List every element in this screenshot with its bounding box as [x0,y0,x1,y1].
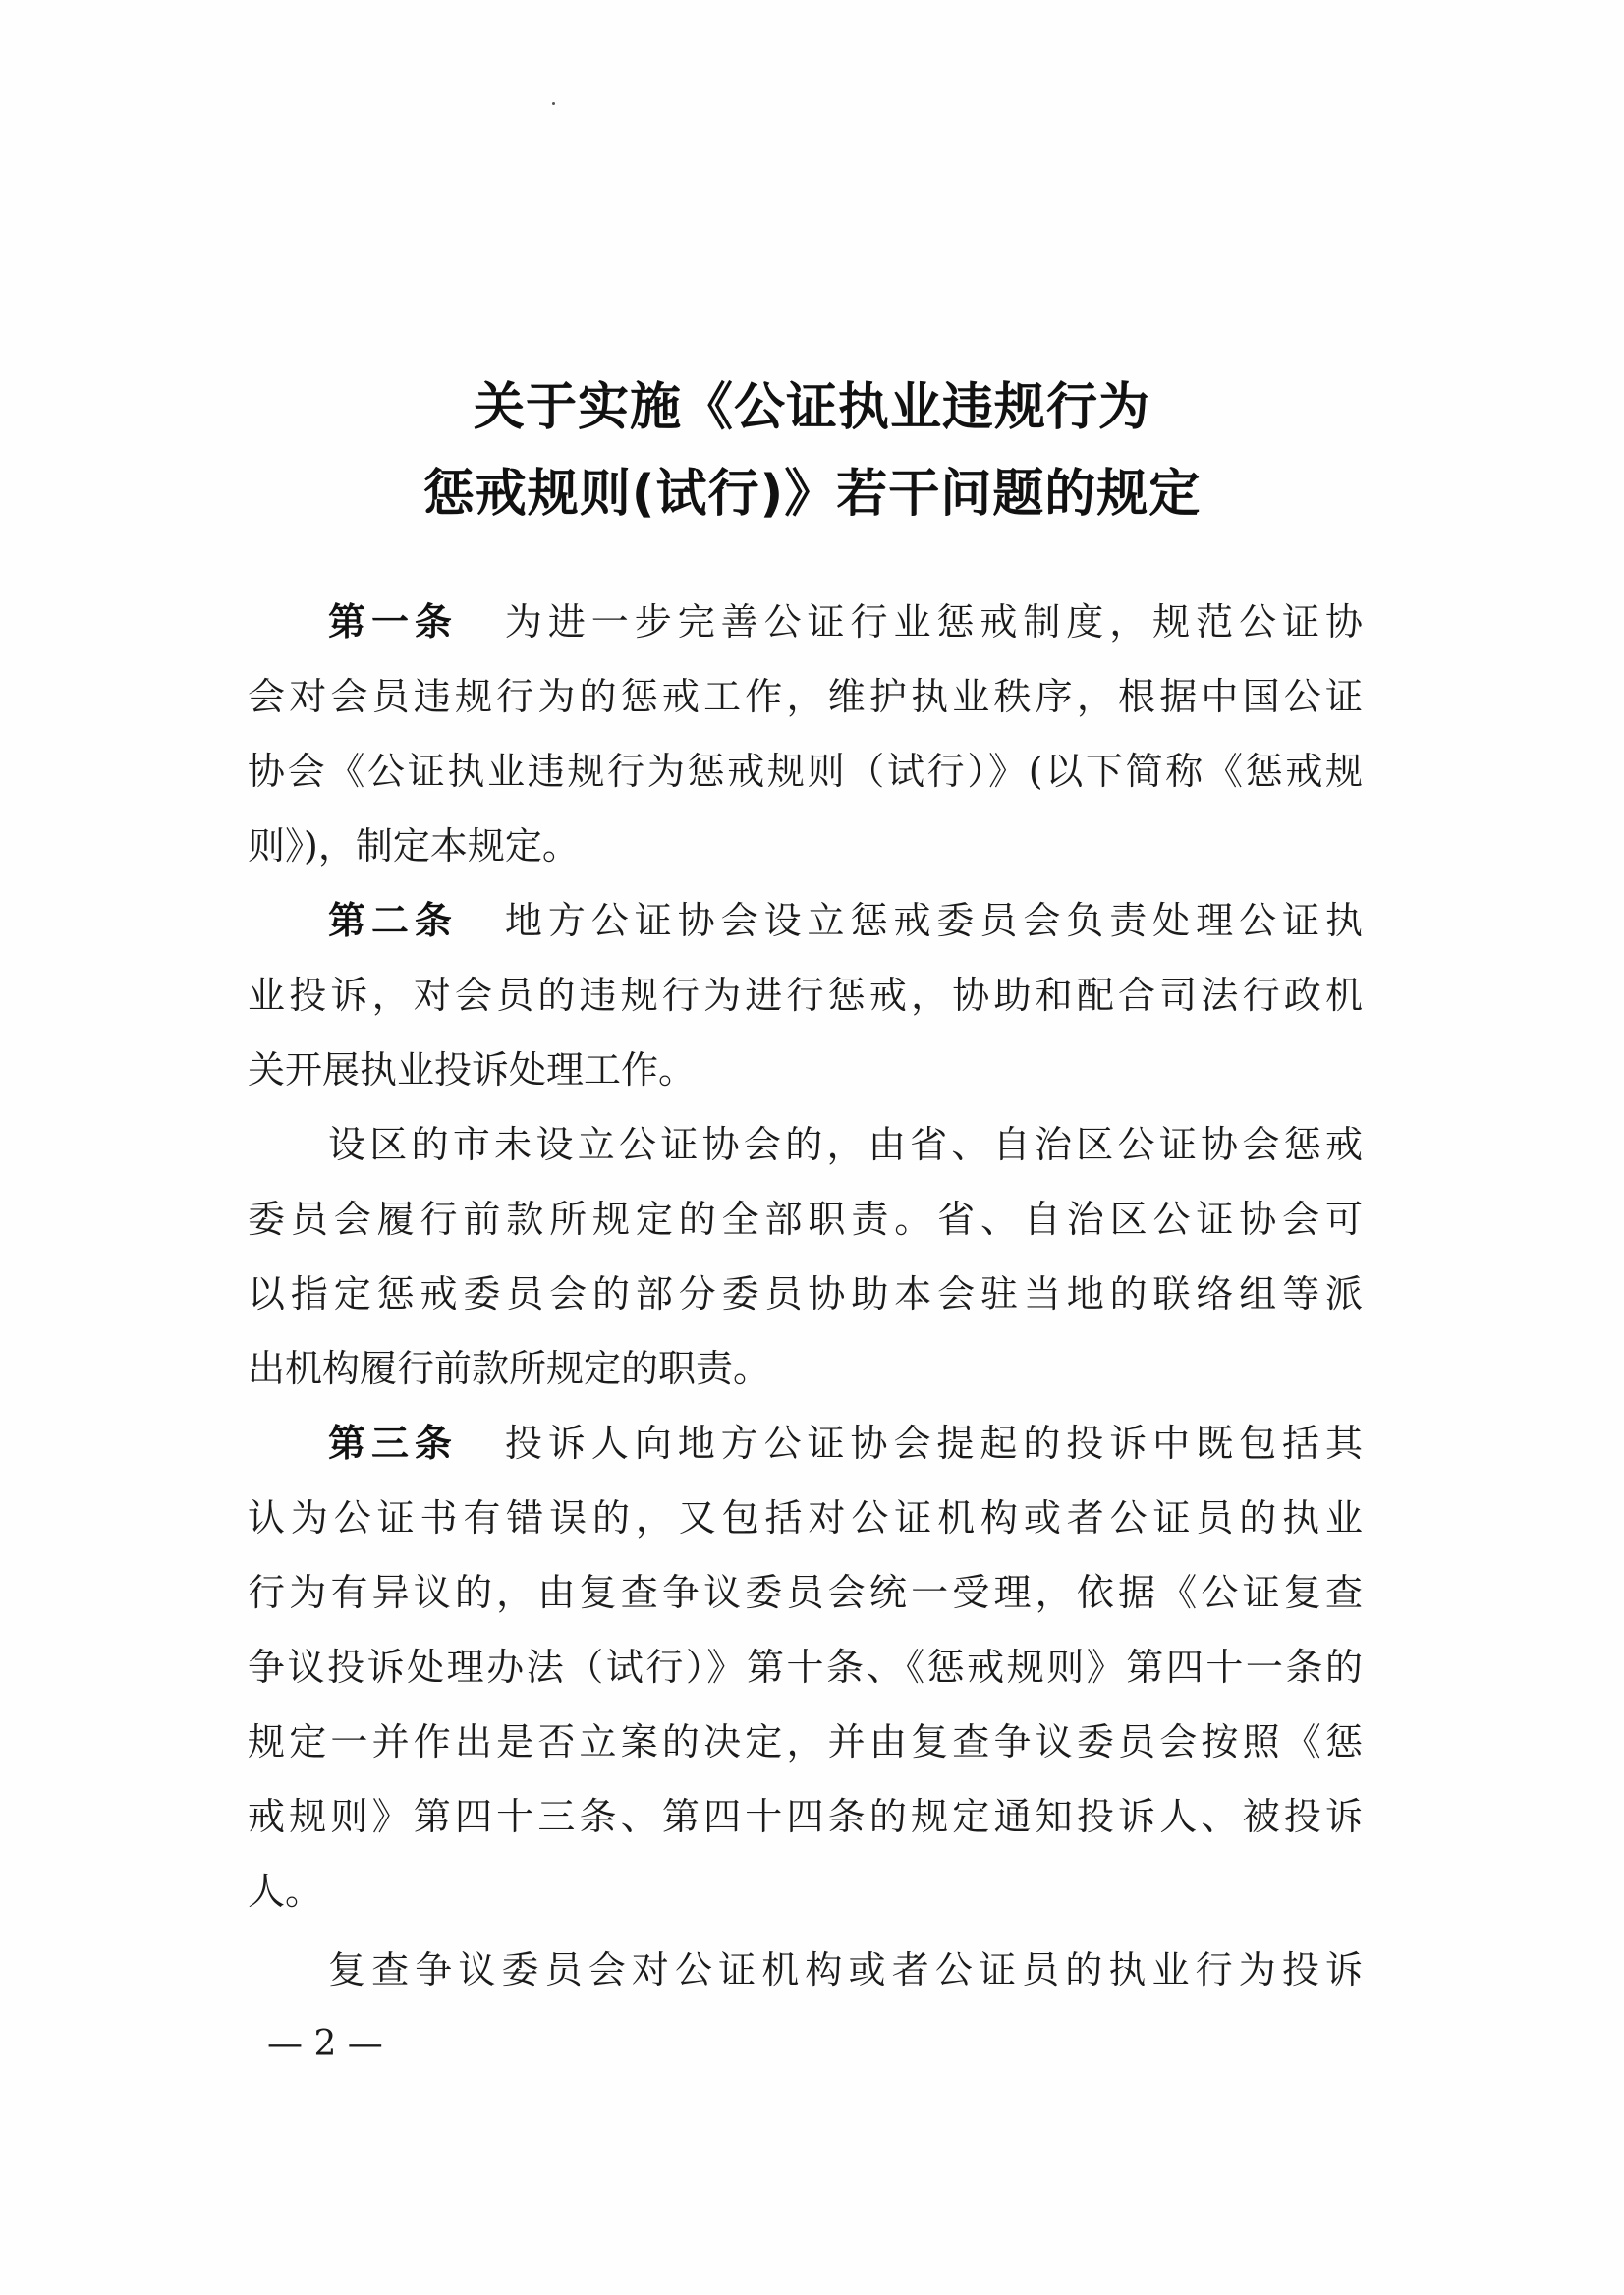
article-2-label: 第二条 [328,899,458,942]
article-1-line-2: 会对会员违规行为的惩戒工作，维护执业秩序，根据中国公证 [248,675,1363,718]
article-3-line-3: 行为有异议的，由复查争议委员会统一受理，依据《公证复查 [248,1571,1363,1614]
document-title-line-2: 惩戒规则(试行)》若干问题的规定 [422,465,1202,524]
article-2-para-2-line-1: 设区的市未设立公证协会的，由省、自治区公证协会惩戒 [328,1123,1363,1166]
article-1-label: 第一条 [328,600,458,644]
article-3-line-5: 规定一并作出是否立案的决定，并由复查争议委员会按照《惩 [248,1720,1363,1763]
article-3-line-4: 争议投诉处理办法（试行）》第十条、《惩戒规则》第四十一条的 [248,1646,1363,1689]
scan-speck [552,102,555,105]
article-3-line-6: 戒规则》第四十三条、第四十四条的规定通知投诉人、被投诉 [248,1795,1363,1838]
article-3-line-7: 人。 [248,1870,323,1913]
document-title-line-1: 关于实施《公证执业违规行为 [473,378,1150,437]
article-2-line-3: 关开展执业投诉处理工作。 [248,1048,697,1092]
article-2-para-2-line-3: 以指定惩戒委员会的部分委员协助本会驻当地的联络组等派 [248,1272,1363,1315]
article-2-line-1: 第二条 地方公证协会设立惩戒委员会负责处理公证执 [328,899,1363,942]
article-2-para-2-line-2: 委员会履行前款所规定的全部职责。省、自治区公证协会可 [248,1198,1363,1241]
article-1-line-1: 第一条 为进一步完善公证行业惩戒制度，规范公证协 [328,600,1363,644]
article-1-line-3: 协会《公证执业违规行为惩戒规则（试行）》(以下简称《惩戒规 [248,750,1363,793]
article-3-line-2: 认为公证书有错误的，又包括对公证机构或者公证员的执业 [248,1496,1363,1539]
article-3-line-1: 第三条 投诉人向地方公证协会提起的投诉中既包括其 [328,1422,1363,1465]
article-2-para-2-line-4: 出机构履行前款所规定的职责。 [248,1347,771,1390]
article-2-line-2: 业投诉，对会员的违规行为进行惩戒，协助和配合司法行政机 [248,974,1363,1017]
article-3-para-2-line-1: 复查争议委员会对公证机构或者公证员的执业行为投诉 [328,1948,1363,1991]
article-1-line-4: 则》)，制定本规定。 [248,824,580,868]
page-number: — 2 — [267,2024,383,2064]
article-3-label: 第三条 [328,1422,458,1465]
